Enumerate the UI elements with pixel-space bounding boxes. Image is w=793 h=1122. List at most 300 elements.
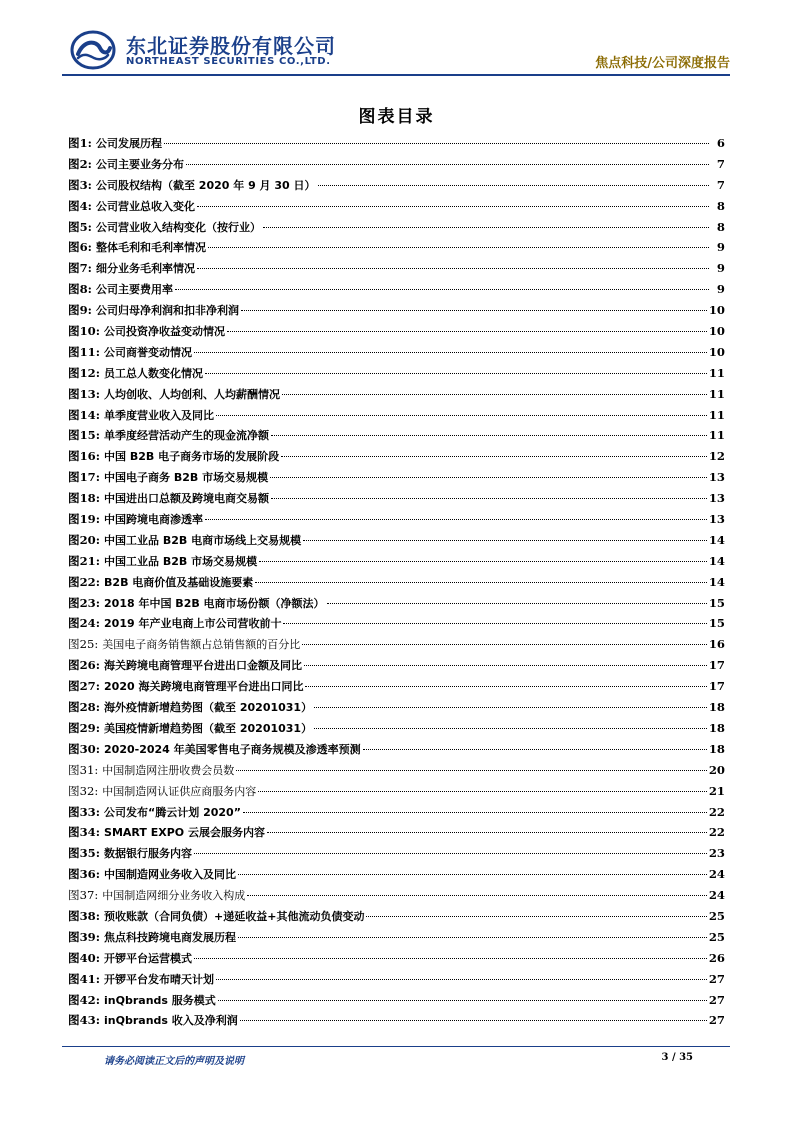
dot-leader: [186, 164, 709, 165]
dot-leader: [175, 289, 709, 290]
dot-leader: [238, 937, 707, 938]
figure-prefix: 图: [68, 1013, 80, 1028]
figure-page: 9: [716, 261, 725, 276]
figure-number: 42:: [79, 992, 101, 1007]
figure-prefix: 图: [68, 888, 80, 903]
dot-leader: [208, 247, 709, 248]
figure-prefix: 图: [68, 846, 80, 861]
figure-number: 21:: [79, 553, 101, 568]
toc-entry[interactable]: [68, 511, 725, 532]
figure-number: 20:: [79, 532, 101, 547]
dot-leader: [255, 582, 707, 583]
figure-title: B2B 电商价值及基础设施要素: [104, 575, 254, 589]
figure-label: [68, 260, 92, 276]
figure-number: 13:: [79, 386, 101, 401]
dot-leader: [197, 206, 709, 207]
figure-page: 14: [708, 574, 725, 589]
figure-page: 25: [708, 908, 725, 923]
figure-prefix: 图: [68, 449, 80, 464]
figure-label: [68, 281, 92, 297]
toc-entry[interactable]: [68, 887, 725, 908]
figure-label: [68, 448, 100, 464]
figure-page: 15: [708, 595, 725, 610]
figure-number: 28:: [79, 700, 101, 715]
figure-label: [68, 490, 100, 506]
figure-page: 10: [708, 303, 725, 318]
toc-entry[interactable]: [68, 344, 725, 365]
figure-label: [68, 929, 100, 945]
toc-entry[interactable]: [68, 553, 725, 574]
dot-leader: [314, 707, 707, 708]
figure-prefix: 图: [68, 261, 80, 276]
dot-leader: [366, 916, 706, 917]
dot-leader: [236, 770, 707, 771]
dot-leader: [314, 728, 707, 729]
figure-label: [68, 783, 98, 799]
figure-number: 33:: [79, 804, 101, 819]
figure-number: 12:: [79, 365, 101, 380]
figure-prefix: 图: [68, 512, 80, 527]
figure-page: 24: [708, 867, 725, 882]
figure-prefix: 图: [68, 992, 80, 1007]
figure-title: 公司主要费用率: [95, 283, 173, 297]
figure-page: 11: [708, 407, 725, 422]
figure-title: 整体毛利和毛利率情况: [95, 241, 206, 255]
figure-title: 公司营业收入结构变化（按行业）: [95, 220, 261, 234]
toc-entry[interactable]: [68, 699, 725, 720]
figure-label: [68, 908, 100, 924]
figure-page: 11: [708, 386, 725, 401]
dot-leader: [271, 435, 707, 436]
figure-label: [68, 427, 100, 443]
toc-entry[interactable]: [68, 448, 725, 469]
toc-entry[interactable]: [68, 804, 725, 825]
figure-title: 公司投资净收益变动情况: [104, 325, 226, 339]
toc-entry[interactable]: [68, 532, 725, 553]
figure-page: 13: [708, 470, 725, 485]
dot-leader: [363, 749, 707, 750]
figure-prefix: 图: [68, 553, 80, 568]
figure-label: [68, 720, 100, 736]
figure-label: [68, 469, 100, 485]
figure-number: 22:: [79, 574, 101, 589]
figure-title: 2020 海关跨境电商管理平台进出口同比: [104, 680, 304, 694]
figure-page: 9: [716, 282, 725, 297]
figure-prefix: 图: [68, 950, 80, 965]
figure-title: 公司归母净利润和扣非净利润: [95, 304, 239, 318]
figure-number: 9:: [79, 303, 92, 318]
toc-entry[interactable]: [68, 845, 725, 866]
toc-entry[interactable]: [68, 783, 725, 804]
figure-prefix: 图: [68, 679, 80, 694]
figure-page: 27: [708, 1013, 725, 1028]
figure-title: 海关跨境电商管理平台进出口金额及同比: [104, 659, 303, 673]
toc-entry[interactable]: [68, 992, 725, 1013]
page-number: 3 / 35: [661, 1052, 693, 1063]
figure-prefix: 图: [68, 804, 80, 819]
figure-number: 19:: [79, 512, 101, 527]
figure-page: 11: [708, 365, 725, 380]
figure-prefix: 图: [68, 658, 80, 673]
figure-label: [68, 657, 100, 673]
dot-leader: [302, 644, 707, 645]
figure-number: 11:: [79, 344, 101, 359]
figure-label: [68, 511, 100, 527]
figure-label: [68, 971, 100, 987]
toc-entry[interactable]: [68, 595, 725, 616]
figure-title: 公司营业总收入变化: [95, 199, 195, 213]
figure-title: 2020-2024 年美国零售电子商务规模及渗透率预测: [104, 742, 361, 756]
figure-page: 15: [708, 616, 725, 631]
dot-leader: [263, 227, 709, 228]
figure-title: 公司主要业务分布: [95, 157, 184, 171]
toc-entry[interactable]: [68, 908, 725, 929]
dot-leader: [240, 1020, 707, 1021]
figure-prefix: 图: [68, 971, 80, 986]
figure-prefix: 图: [68, 136, 80, 150]
toc-entry[interactable]: [68, 762, 725, 783]
dot-leader: [258, 791, 707, 792]
figure-title: inQbrands 收入及净利润: [104, 1014, 238, 1028]
figure-label: [68, 678, 100, 694]
figure-page: 27: [708, 971, 725, 986]
dot-leader: [194, 853, 707, 854]
figure-label: [68, 762, 98, 778]
figure-page: 7: [716, 177, 725, 192]
dot-leader: [194, 352, 707, 353]
figure-label: [68, 824, 100, 840]
figure-list: [68, 135, 725, 1033]
toc-entry[interactable]: [68, 219, 725, 240]
toc-entry[interactable]: [68, 407, 725, 428]
figure-title: 预收账款（合同负债）+递延收益+其他流动负债变动: [104, 909, 365, 923]
dot-leader: [194, 958, 707, 959]
figure-page: 27: [708, 992, 725, 1007]
figure-prefix: 图: [68, 700, 80, 715]
figure-prefix: 图: [68, 637, 80, 652]
figure-number: 43:: [79, 1013, 101, 1028]
figure-prefix: 图: [68, 198, 80, 213]
figure-label: [68, 135, 92, 151]
dot-leader: [227, 331, 707, 332]
figure-label: [68, 636, 98, 652]
figure-prefix: 图: [68, 908, 80, 923]
figure-number: 18:: [79, 491, 101, 506]
figure-title: 公司商誉变动情况: [104, 345, 193, 359]
figure-number: 24:: [79, 616, 101, 631]
figure-number: 38:: [79, 908, 101, 923]
figure-page: 11: [708, 428, 725, 443]
toc-entry[interactable]: [68, 741, 725, 762]
figure-number: 2:: [79, 156, 92, 171]
toc-entry[interactable]: [68, 386, 725, 407]
dot-leader: [164, 143, 709, 144]
toc-entry[interactable]: [68, 1012, 725, 1033]
figure-title: 中国制造网认证供应商服务内容: [102, 784, 257, 798]
figure-label: [68, 595, 100, 611]
figure-number: 17:: [79, 470, 101, 485]
figure-prefix: 图: [68, 177, 80, 192]
figure-page: 8: [716, 219, 725, 234]
figure-title: 公司发布“腾云计划 2020”: [104, 805, 241, 819]
toc-title: 图表目录: [358, 107, 435, 127]
figure-label: [68, 992, 100, 1008]
dot-leader: [270, 477, 707, 478]
figure-number: 37:: [79, 888, 99, 903]
figure-number: 23:: [79, 595, 101, 610]
toc-entry[interactable]: [68, 135, 725, 156]
figure-label: [68, 323, 100, 339]
figure-page: 9: [716, 240, 725, 255]
figure-number: 34:: [79, 825, 101, 840]
figure-number: 15:: [79, 428, 101, 443]
figure-prefix: 图: [68, 867, 80, 882]
toc-entry[interactable]: [68, 615, 725, 636]
toc-entry[interactable]: [68, 177, 725, 198]
figure-page: 10: [708, 324, 725, 339]
figure-prefix: 图: [68, 574, 80, 589]
figure-page: 21: [708, 783, 725, 798]
figure-number: 41:: [79, 971, 101, 986]
figure-title: 人均创收、人均创利、人均薪酬情况: [104, 387, 281, 401]
figure-title: 开锣平台发布晴天计划: [104, 972, 215, 986]
dot-leader: [218, 1000, 707, 1001]
figure-prefix: 图: [68, 595, 80, 610]
figure-title: 中国制造网注册收费会员数: [102, 763, 235, 777]
figure-title: 细分业务毛利率情况: [95, 262, 195, 276]
figure-title: 员工总人数变化情况: [104, 366, 204, 380]
figure-page: 22: [708, 804, 725, 819]
figure-label: [68, 1012, 100, 1028]
figure-prefix: 图: [68, 365, 80, 380]
dot-leader: [243, 812, 707, 813]
figure-number: 10:: [79, 324, 101, 339]
figure-number: 27:: [79, 679, 101, 694]
figure-label: [68, 177, 92, 193]
figure-title: 海外疫情新增趋势图（截至 20201031）: [104, 701, 313, 715]
figure-number: 1:: [79, 136, 92, 150]
figure-title: 中国制造网细分业务收入构成: [102, 889, 246, 903]
figure-title: 开锣平台运营模式: [104, 951, 193, 965]
figure-number: 4:: [79, 198, 92, 213]
figure-prefix: 图: [68, 762, 80, 777]
figure-page: 16: [708, 637, 725, 652]
figure-page: 26: [708, 950, 725, 965]
figure-page: 25: [708, 929, 725, 944]
figure-page: 20: [708, 762, 725, 777]
toc-entry[interactable]: [68, 469, 725, 490]
figure-prefix: 图: [68, 741, 80, 756]
dot-leader: [205, 519, 707, 520]
toc-entry[interactable]: [68, 971, 725, 992]
dot-leader: [267, 832, 707, 833]
figure-prefix: 图: [68, 783, 80, 798]
figure-prefix: 图: [68, 720, 80, 735]
figure-title: 单季度经营活动产生的现金流净额: [104, 429, 270, 443]
figure-page: 7: [716, 156, 725, 171]
header-divider: [62, 74, 730, 76]
figure-label: [68, 615, 100, 631]
toc-entry[interactable]: [68, 260, 725, 281]
figure-page: 18: [708, 741, 725, 756]
toc-entry[interactable]: [68, 302, 725, 323]
figure-label: [68, 386, 100, 402]
company-name-cn: 东北证券股份有限公司: [126, 34, 336, 58]
dot-leader: [327, 603, 707, 604]
figure-label: [68, 574, 100, 590]
figure-number: 8:: [79, 282, 92, 297]
dot-leader: [205, 373, 707, 374]
toc-entry[interactable]: [68, 365, 725, 386]
toc-entry[interactable]: [68, 239, 725, 260]
figure-number: 35:: [79, 846, 101, 861]
toc-entry[interactable]: [68, 929, 725, 950]
dot-leader: [216, 415, 707, 416]
toc-entry[interactable]: [68, 657, 725, 678]
figure-prefix: 图: [68, 825, 80, 840]
report-type: 焦点科技/公司深度报告: [595, 56, 730, 71]
toc-entry[interactable]: [68, 636, 725, 657]
dot-leader: [305, 686, 706, 687]
toc-entry[interactable]: [68, 950, 725, 971]
figure-label: [68, 365, 100, 381]
figure-number: 7:: [79, 261, 92, 276]
figure-title: 公司股权结构（截至 2020 年 9 月 30 日）: [95, 178, 316, 192]
figure-title: 2018 年中国 B2B 电商市场份额（净额法）: [104, 596, 325, 610]
figure-label: [68, 887, 98, 903]
figure-prefix: 图: [68, 428, 80, 443]
figure-title: 中国进出口总额及跨境电商交易额: [104, 492, 270, 506]
dot-leader: [303, 540, 707, 541]
figure-prefix: 图: [68, 407, 80, 422]
toc-entry[interactable]: [68, 490, 725, 511]
figure-prefix: 图: [68, 324, 80, 339]
figure-page: 13: [708, 512, 725, 527]
figure-number: 32:: [79, 783, 99, 798]
figure-number: 30:: [79, 741, 101, 756]
figure-title: 焦点科技跨境电商发展历程: [104, 930, 237, 944]
figure-page: 12: [708, 449, 725, 464]
figure-label: [68, 302, 92, 318]
toc-entry[interactable]: [68, 866, 725, 887]
figure-prefix: 图: [68, 491, 80, 506]
toc-entry[interactable]: [68, 678, 725, 699]
figure-title: 中国制造网业务收入及同比: [104, 868, 237, 882]
figure-prefix: 图: [68, 240, 80, 255]
figure-number: 26:: [79, 658, 101, 673]
toc-entry[interactable]: [68, 427, 725, 448]
dot-leader: [281, 456, 707, 457]
figure-title: 中国工业品 B2B 市场交易规模: [104, 554, 258, 568]
figure-label: [68, 344, 100, 360]
figure-title: 中国工业品 B2B 电商市场线上交易规模: [104, 533, 302, 547]
figure-title: 中国 B2B 电子商务市场的发展阶段: [104, 450, 280, 464]
figure-prefix: 图: [68, 344, 80, 359]
toc-entry[interactable]: [68, 720, 725, 741]
figure-title: 单季度营业收入及同比: [104, 408, 215, 422]
toc-entry[interactable]: [68, 323, 725, 344]
figure-number: 16:: [79, 449, 101, 464]
dot-leader: [238, 874, 707, 875]
footer-disclaimer: 请务必阅读正文后的声明及说明: [104, 1056, 244, 1067]
dot-leader: [216, 979, 707, 980]
figure-title: 美国疫情新增趋势图（截至 20201031）: [104, 721, 313, 735]
figure-label: [68, 198, 92, 214]
figure-number: 5:: [79, 219, 92, 234]
figure-page: 23: [708, 846, 725, 861]
dot-leader: [247, 895, 707, 896]
toc-entry[interactable]: [68, 824, 725, 845]
figure-page: 18: [708, 700, 725, 715]
figure-number: 40:: [79, 950, 101, 965]
figure-page: 10: [708, 344, 725, 359]
figure-page: 14: [708, 553, 725, 568]
figure-title: 中国电子商务 B2B 市场交易规模: [104, 471, 269, 485]
figure-prefix: 图: [68, 929, 80, 944]
figure-number: 25:: [79, 637, 99, 652]
figure-prefix: 图: [68, 616, 80, 631]
figure-number: 39:: [79, 929, 101, 944]
company-logo-icon: [70, 30, 116, 70]
figure-number: 3:: [79, 177, 92, 192]
figure-label: [68, 219, 92, 235]
figure-label: [68, 950, 100, 966]
figure-page: 14: [708, 532, 725, 547]
figure-title: 中国跨境电商渗透率: [104, 513, 204, 527]
figure-number: 36:: [79, 867, 101, 882]
figure-title: inQbrands 服务模式: [104, 993, 216, 1007]
figure-prefix: 图: [68, 282, 80, 297]
figure-page: 13: [708, 491, 725, 506]
toc-entry[interactable]: [68, 156, 725, 177]
figure-page: 24: [708, 888, 725, 903]
figure-prefix: 图: [68, 303, 80, 318]
figure-label: [68, 845, 100, 861]
figure-title: 美国电子商务销售额占总销售额的百分比: [102, 638, 301, 652]
figure-label: [68, 741, 100, 757]
toc-entry[interactable]: [68, 198, 725, 219]
figure-page: 18: [708, 720, 725, 735]
figure-page: 17: [708, 679, 725, 694]
figure-prefix: 图: [68, 532, 80, 547]
figure-prefix: 图: [68, 470, 80, 485]
figure-title: SMART EXPO 云展会服务内容: [104, 826, 265, 840]
figure-label: [68, 239, 92, 255]
figure-label: [68, 407, 100, 423]
figure-number: 31:: [79, 762, 99, 777]
footer-divider: [62, 1046, 730, 1047]
dot-leader: [304, 665, 707, 666]
figure-label: [68, 804, 100, 820]
figure-label: [68, 532, 100, 548]
figure-label: [68, 156, 92, 172]
figure-title: 数据银行服务内容: [104, 847, 193, 861]
figure-prefix: 图: [68, 156, 80, 171]
dot-leader: [241, 310, 707, 311]
figure-page: 17: [708, 658, 725, 673]
dot-leader: [197, 268, 709, 269]
figure-page: 8: [716, 198, 725, 213]
toc-entry[interactable]: [68, 281, 725, 302]
figure-page: 22: [708, 825, 725, 840]
toc-entry[interactable]: [68, 574, 725, 595]
figure-page: 6: [716, 136, 725, 150]
dot-leader: [282, 394, 707, 395]
figure-prefix: 图: [68, 386, 80, 401]
company-name-en: NORTHEAST SECURITIES CO.,LTD.: [126, 56, 331, 67]
figure-number: 6:: [79, 240, 92, 255]
figure-title: 2019 年产业电商上市公司营收前十: [104, 617, 282, 631]
